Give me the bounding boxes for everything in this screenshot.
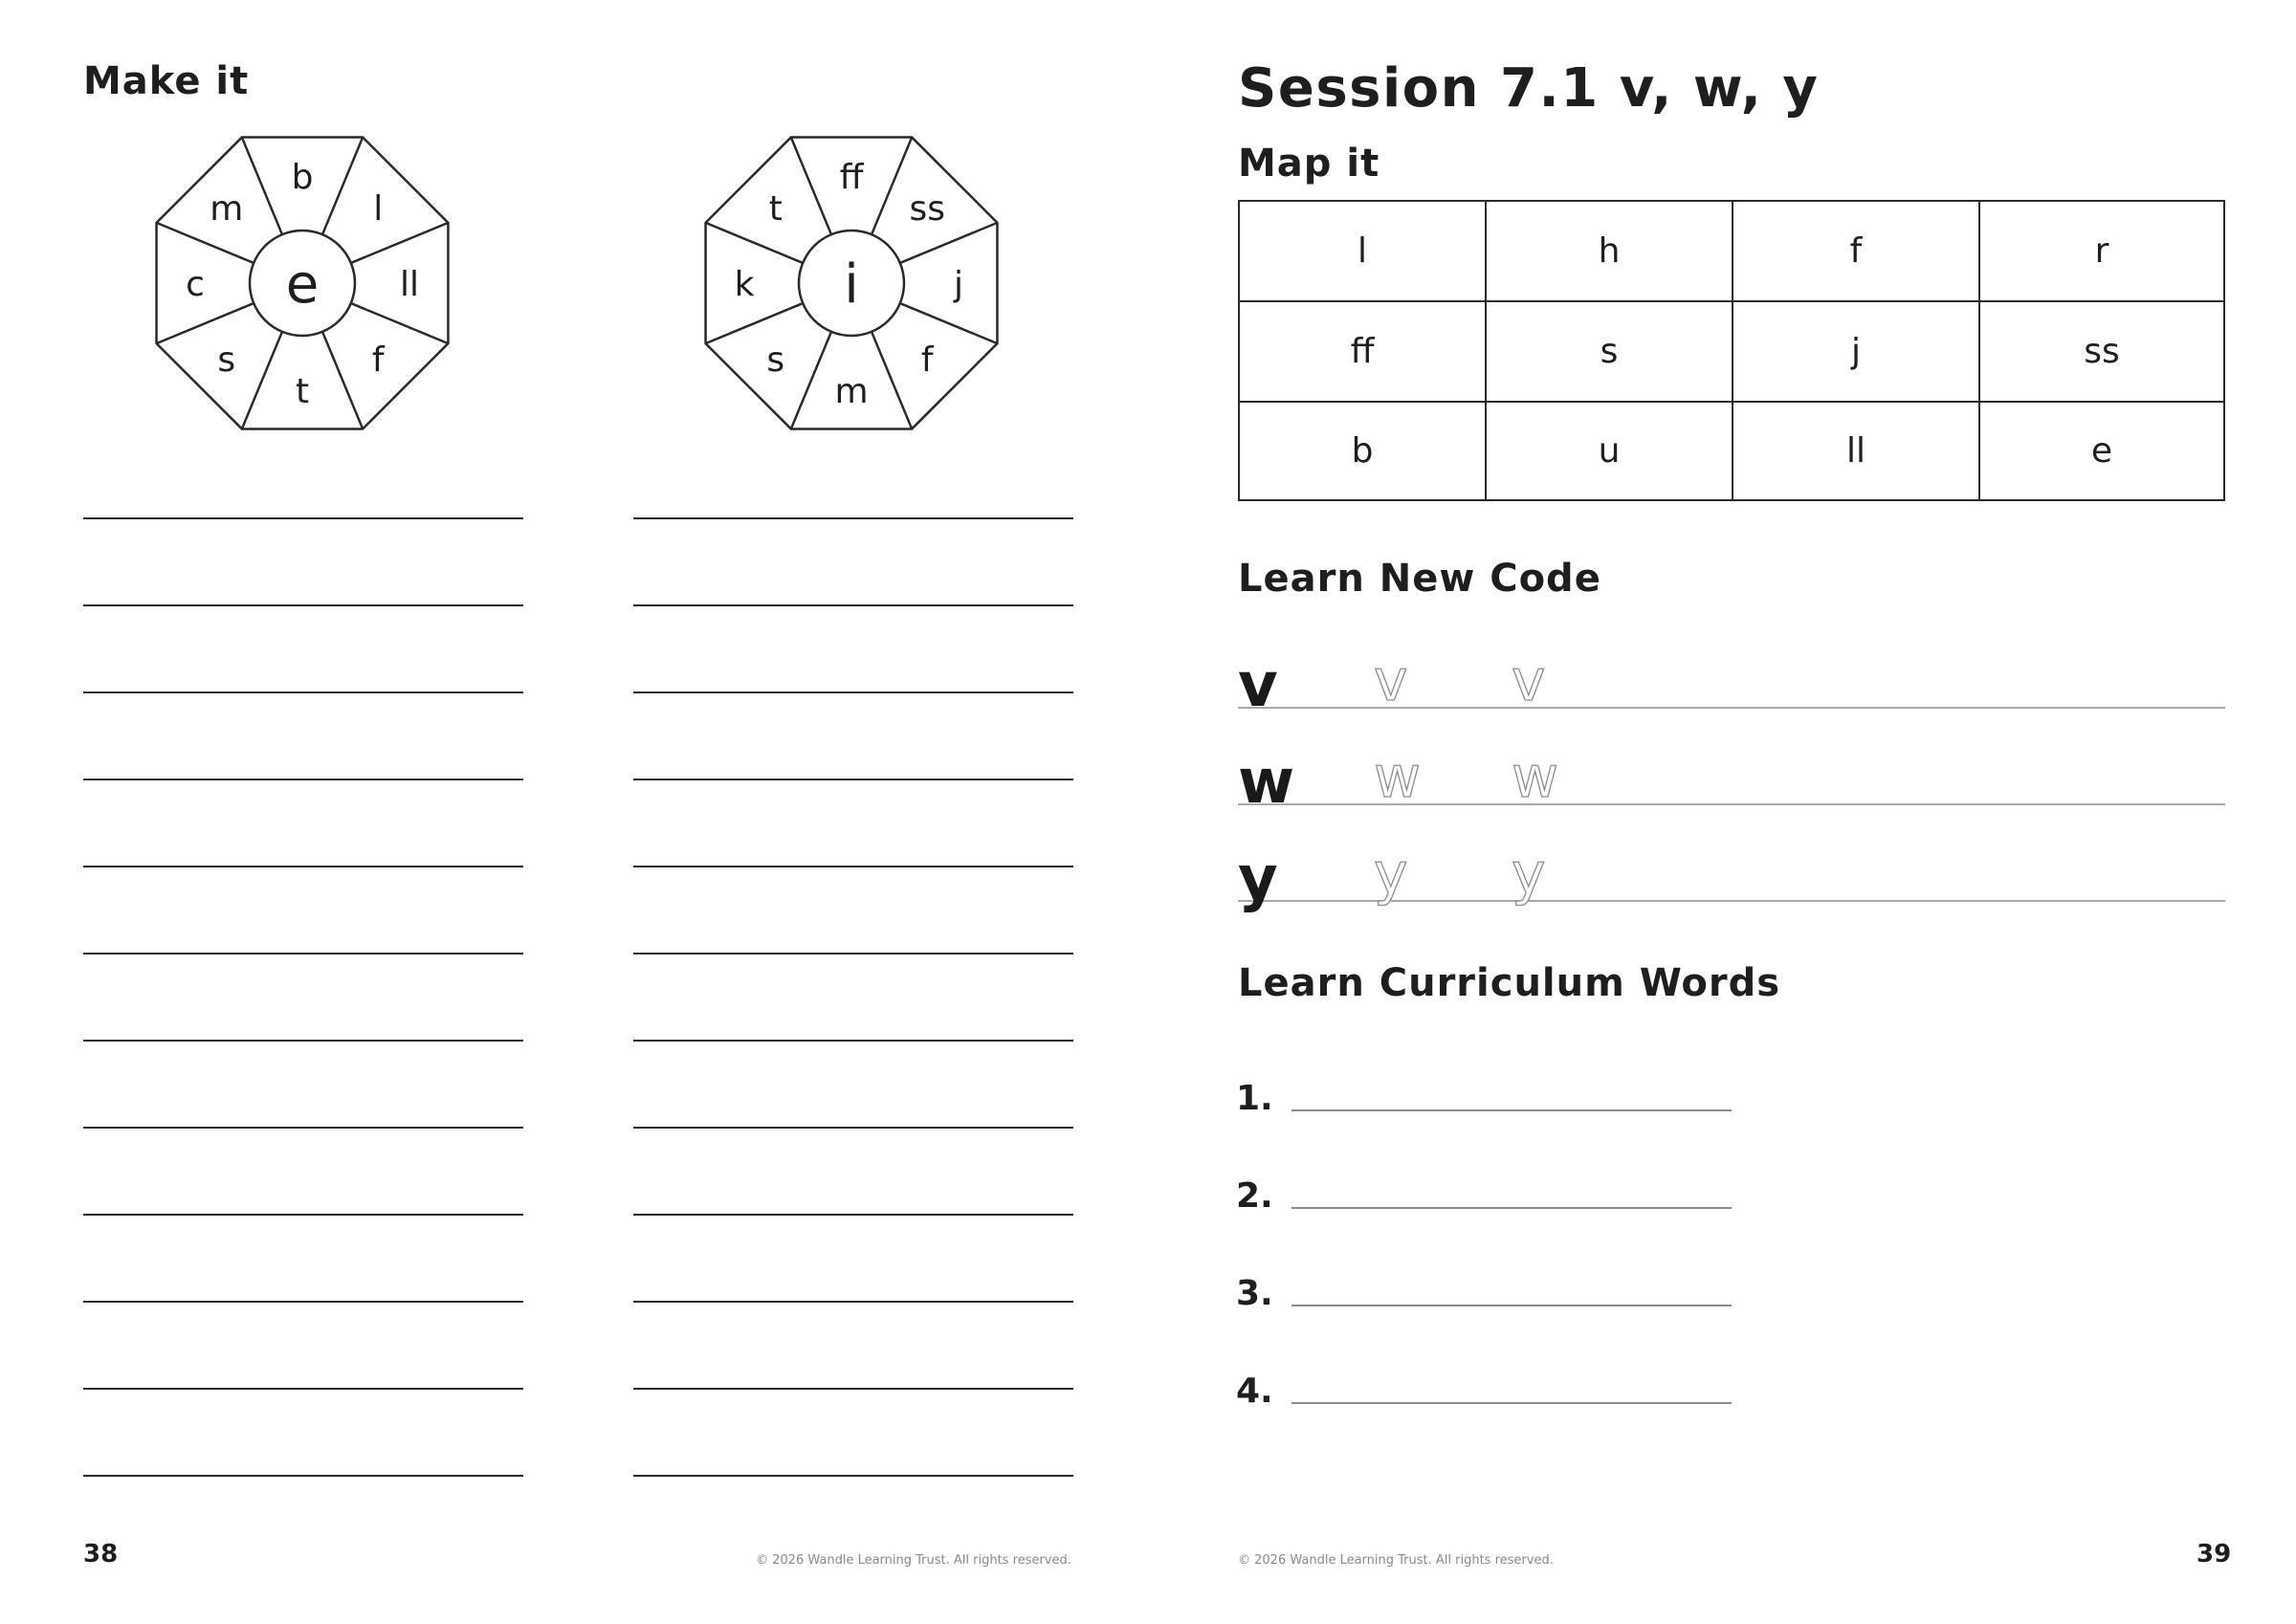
wheel-spoke bbox=[322, 138, 363, 235]
wheel-segment-letter: f bbox=[920, 340, 934, 381]
curriculum-word-number: 2. bbox=[1236, 1176, 1273, 1216]
grid-cell: h bbox=[1487, 202, 1733, 302]
wheel-segment-letter: t bbox=[768, 188, 783, 229]
grid-cell: r bbox=[1980, 202, 2223, 302]
trace-letter-w[interactable]: w bbox=[1374, 744, 1422, 811]
curriculum-word-number: 1. bbox=[1236, 1079, 1273, 1118]
wheel-segment-letter: m bbox=[834, 372, 869, 411]
trace-letter-y[interactable]: y bbox=[1374, 841, 1408, 908]
writing-line[interactable] bbox=[83, 1040, 523, 1042]
writing-line[interactable] bbox=[633, 691, 1073, 693]
letter-wheels bbox=[0, 0, 1148, 459]
page-number-right: 39 bbox=[2197, 1540, 2232, 1569]
trace-letter-v[interactable]: v bbox=[1374, 647, 1408, 714]
writing-line[interactable] bbox=[633, 953, 1073, 955]
wheel-segment-letter: ff bbox=[839, 158, 864, 197]
wheel-spoke bbox=[351, 223, 449, 263]
writing-line[interactable] bbox=[633, 1214, 1073, 1216]
curriculum-word-line[interactable] bbox=[1292, 1207, 1732, 1209]
wheel-segment-letter: c bbox=[186, 265, 205, 304]
curriculum-word-line[interactable] bbox=[1292, 1109, 1732, 1111]
writing-line[interactable] bbox=[83, 1214, 523, 1216]
writing-line[interactable] bbox=[633, 1475, 1073, 1477]
writing-line[interactable] bbox=[633, 604, 1073, 606]
wheel-spoke bbox=[242, 332, 282, 429]
writing-line[interactable] bbox=[83, 779, 523, 780]
wheel-center-letter: i bbox=[844, 253, 859, 316]
letter-wheel bbox=[157, 138, 449, 429]
wheel-segment-letter: f bbox=[371, 340, 385, 381]
copyright-left: © 2026 Wandle Learning Trust. All rights reserved. bbox=[756, 1553, 1071, 1568]
curriculum-word-number: 4. bbox=[1236, 1372, 1273, 1411]
wheel-segment-letter: s bbox=[766, 340, 785, 381]
grid-cell: j bbox=[1733, 302, 1980, 403]
wheel-spoke bbox=[872, 332, 912, 429]
model-letter-y: y bbox=[1238, 844, 1278, 914]
wheel-spoke bbox=[351, 303, 449, 343]
wheel-spoke bbox=[872, 138, 912, 235]
wheel-center-letter: e bbox=[285, 253, 320, 316]
grid-cell: l bbox=[1240, 202, 1487, 302]
writing-line[interactable] bbox=[83, 1388, 523, 1390]
wheel-spoke bbox=[706, 303, 804, 343]
wheel-spoke bbox=[242, 138, 282, 235]
writing-line[interactable] bbox=[633, 1388, 1073, 1390]
wheel-spoke bbox=[157, 223, 254, 263]
writing-line[interactable] bbox=[83, 604, 523, 606]
wheel-segment-letter: m bbox=[210, 188, 244, 229]
copyright-right: © 2026 Wandle Learning Trust. All rights reserved. bbox=[1238, 1553, 1554, 1568]
page-number-left: 38 bbox=[83, 1540, 119, 1569]
writing-line[interactable] bbox=[633, 1301, 1073, 1303]
wheel-segment-letter: b bbox=[291, 158, 314, 197]
wheel-segment-letter: j bbox=[953, 265, 964, 304]
curriculum-word-number: 3. bbox=[1236, 1274, 1273, 1313]
map-it-grid bbox=[1238, 200, 2225, 501]
session-title: Session 7.1 v, w, y bbox=[1238, 57, 1820, 120]
wheel-spoke bbox=[900, 303, 998, 343]
wheel-spoke bbox=[706, 223, 804, 263]
writing-line[interactable] bbox=[83, 1475, 523, 1477]
trace-letter-v[interactable]: v bbox=[1512, 647, 1546, 714]
wheel-segment-letter: ss bbox=[909, 188, 945, 229]
grid-cell: b bbox=[1240, 403, 1487, 499]
wheel-segment-letter: ll bbox=[399, 265, 420, 304]
writing-line[interactable] bbox=[633, 866, 1073, 867]
wheel-spoke bbox=[791, 138, 831, 235]
grid-cell: ll bbox=[1733, 403, 1980, 499]
grid-cell: u bbox=[1487, 403, 1733, 499]
grid-cell: ss bbox=[1980, 302, 2223, 403]
grid-cell: f bbox=[1733, 202, 1980, 302]
writing-line[interactable] bbox=[83, 1301, 523, 1303]
grid-cell: e bbox=[2090, 431, 2113, 471]
writing-line[interactable] bbox=[633, 1127, 1073, 1129]
wheel-spoke bbox=[791, 332, 831, 429]
wheel-spoke bbox=[322, 332, 363, 429]
wheel-segment-letter: t bbox=[295, 372, 310, 411]
curriculum-word-line[interactable] bbox=[1292, 1305, 1732, 1306]
writing-line[interactable] bbox=[83, 866, 523, 867]
model-letter-v: v bbox=[1238, 650, 1278, 721]
writing-line[interactable] bbox=[83, 517, 523, 519]
wheel-segment-letter: s bbox=[217, 340, 236, 381]
writing-line[interactable] bbox=[83, 953, 523, 955]
writing-line[interactable] bbox=[633, 1040, 1073, 1042]
letter-wheel bbox=[706, 138, 998, 429]
grid-cell: ff bbox=[1240, 302, 1487, 403]
make-it-heading: Make it bbox=[83, 59, 250, 103]
writing-line[interactable] bbox=[83, 691, 523, 693]
wheel-segment-letter: k bbox=[734, 265, 755, 304]
wheel-spoke bbox=[900, 223, 998, 263]
grid-cell: s bbox=[1487, 302, 1733, 403]
learn-curriculum-words-heading: Learn Curriculum Words bbox=[1238, 961, 1781, 1005]
writing-line[interactable] bbox=[633, 779, 1073, 780]
map-it-heading: Map it bbox=[1238, 142, 1380, 186]
learn-new-code-heading: Learn New Code bbox=[1238, 557, 1601, 601]
writing-line[interactable] bbox=[633, 517, 1073, 519]
trace-letter-y[interactable]: y bbox=[1512, 841, 1546, 908]
curriculum-word-line[interactable] bbox=[1292, 1402, 1732, 1404]
model-letter-w: w bbox=[1238, 747, 1295, 818]
wheel-spoke bbox=[157, 303, 254, 343]
wheel-segment-letter: l bbox=[373, 188, 384, 229]
writing-line[interactable] bbox=[83, 1127, 523, 1129]
trace-letter-w[interactable]: w bbox=[1512, 744, 1559, 811]
